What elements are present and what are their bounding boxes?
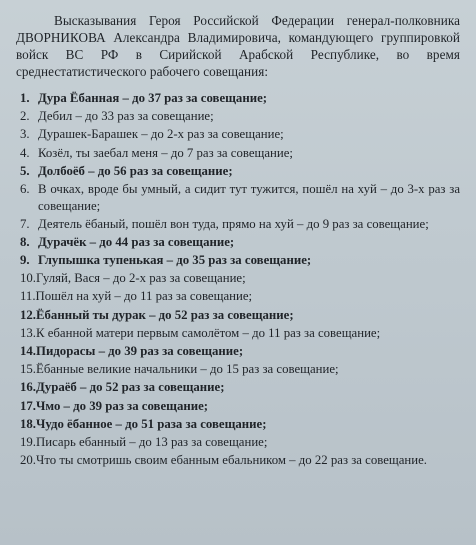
list-item [20,361,460,378]
list-item [20,434,460,451]
item-number: 19. [20,434,36,449]
item-number: 14. [20,344,36,359]
list-item [20,398,460,415]
list-item [20,234,460,251]
item-number: 4. [20,145,30,160]
item-text: Пидорасы – до 39 раз за совещание; [36,344,244,359]
list-item [20,126,460,143]
item-number: 8. [20,234,30,249]
document-intro: Высказывания Героя Российской Федерации генерал-полковника ДВОРНИКОВА Александра Владимировича, командующего группировкой войск ВС РФ в Сирийской Арабской Республике, во время среднестатистического рабочего совещания: [16,13,460,79]
item-text: Дура Ёбанная – до 37 раз за совещание; [38,91,268,105]
item-number: 10. [20,271,36,286]
list-item [20,288,460,305]
item-number: 12. [20,307,36,322]
list-item [20,216,460,233]
item-text: Гуляй, Вася – до 2-х раз за совещание; [36,271,246,286]
item-text: Чудо ёбанное – до 51 раза за совещание; [36,416,267,431]
item-number: 16. [20,380,36,395]
list-item [20,90,460,107]
item-number: 13. [20,325,36,340]
list-item [20,108,460,125]
item-text: Дураёб – до 52 раз за совещание; [36,380,225,395]
item-text: Дурашек-Барашек – до 2-х раз за совещание; [38,127,284,142]
list-item [20,452,460,469]
item-text: Чмо – до 39 раз за совещание; [36,398,209,413]
item-text: К ебанной матери первым самолётом – до 11 раз за совещание; [36,325,381,340]
list-item [20,181,460,214]
item-text: В очках, вроде бы умный, а сидит тут тужится, пошёл на хуй – до 3-х раз за совещание; [38,181,460,213]
item-text: Деятель ёбаный, пошёл вон туда, прямо на хуй – до 9 раз за совещание; [38,216,429,231]
item-number: 20. [20,453,36,468]
item-number: 15. [20,362,36,377]
item-text: Писарь ебанный – до 13 раз за совещание; [36,434,268,449]
item-text: Дурачёк – до 44 раз за совещание; [38,234,235,249]
list-item [20,416,460,433]
item-text: Козёл, ты заебал меня – до 7 раз за совещание; [38,145,293,160]
item-number: 11. [20,289,36,304]
item-number: 5. [20,163,30,178]
list-item [20,252,460,269]
item-text: Долбоёб – до 56 раз за совещание; [38,163,233,178]
item-text: Пошёл на хуй – до 11 раз за совещание; [35,289,253,304]
item-text: Ёбанный ты дурак – до 52 раз за совещание; [36,307,294,322]
item-text: Дебил – до 33 раз за совещание; [38,109,214,124]
item-text: Что ты смотришь своим ебанным ебальником – до 22 раз за совещание. [36,453,427,468]
item-number: 9. [20,253,30,268]
list-item [20,270,460,287]
item-text: Глупышка тупенькая – до 35 раз за совещание; [38,253,312,268]
list-item [20,325,460,342]
item-number: 1. [20,91,30,105]
item-number: 17. [20,398,36,413]
item-number: 6. [20,181,30,196]
list-item [20,163,460,180]
item-number: 7. [20,216,30,231]
list-item [20,307,460,324]
item-number: 3. [20,127,30,142]
item-number: 2. [20,109,30,124]
list-item [20,343,460,360]
item-number: 18. [20,416,36,431]
list-item [20,145,460,162]
item-text: Ёбанные великие начальники – до 15 раз за совещание; [36,362,339,377]
list-item [20,379,460,396]
statements-list [16,90,460,469]
